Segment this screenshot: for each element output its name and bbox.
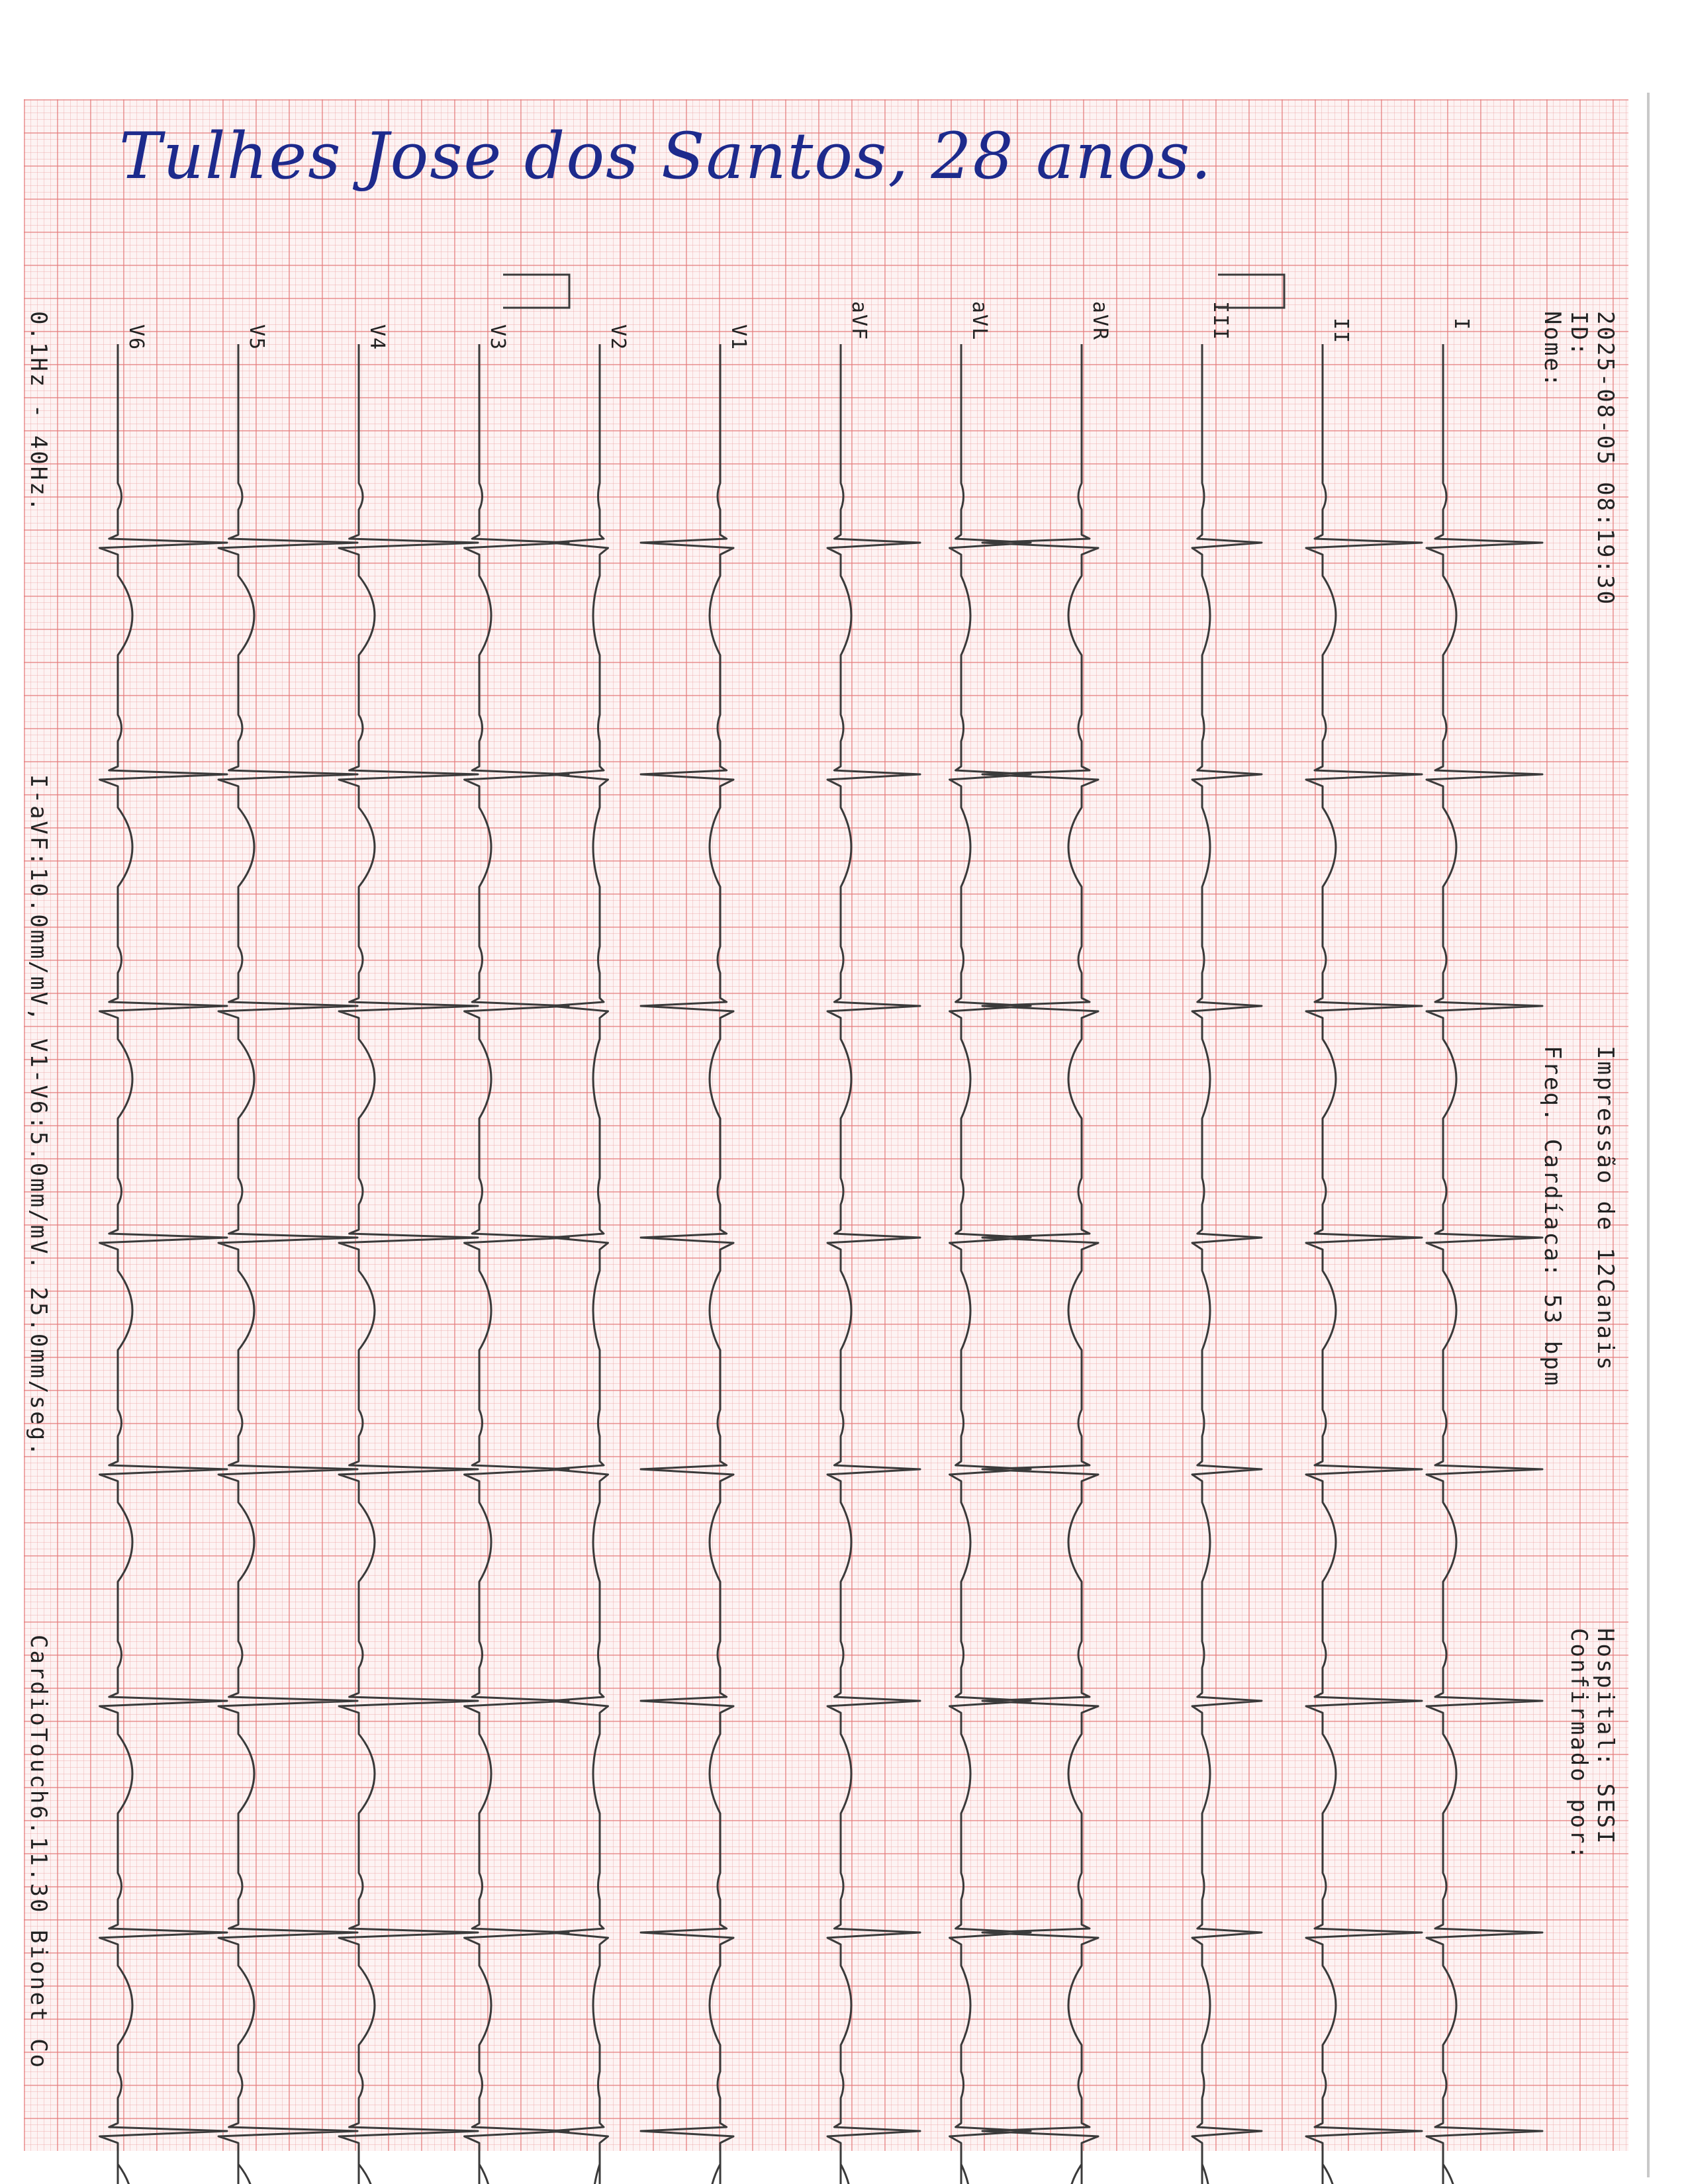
header-heart-rate: Freq. Cardíaca: 53 bpm xyxy=(1539,1046,1566,1388)
calibration-pulse-2 xyxy=(503,275,569,308)
ecg-trace-aVL xyxy=(950,344,1031,2184)
lead-label-aVF: aVF xyxy=(847,301,870,341)
header-name-label: Nome: xyxy=(1539,311,1566,389)
lead-label-aVL: aVL xyxy=(968,301,991,341)
header-confirmed-by: Confirmado por: xyxy=(1566,1628,1592,1862)
ecg-trace-V2 xyxy=(550,344,608,2184)
ecg-trace-III xyxy=(1192,344,1262,2184)
handwritten-patient-annotation: Tulhes Jose dos Santos, 28 anos. xyxy=(119,119,1213,193)
lead-label-II: II xyxy=(1329,318,1352,345)
lead-label-V6: V6 xyxy=(124,324,148,351)
ecg-trace-V3 xyxy=(465,344,569,2184)
lead-label-V2: V2 xyxy=(606,324,630,351)
ecg-trace-V4 xyxy=(339,344,478,2184)
footer-device: CardioTouch6.11.30 Bionet Co xyxy=(25,1635,52,2070)
ecg-trace-V6 xyxy=(100,344,228,2184)
lead-label-V3: V3 xyxy=(486,324,509,351)
lead-label-V5: V5 xyxy=(245,324,268,351)
footer-filter: 0.1Hz - 40Hz. xyxy=(25,311,52,514)
ecg-trace-aVF xyxy=(827,344,920,2184)
footer-gain-speed: I-aVF:10.0mm/mV, V1-V6:5.0mm/mV. 25.0mm/seg. xyxy=(25,774,52,1458)
calibration-pulse-1 xyxy=(1218,275,1284,308)
lead-label-V1: V1 xyxy=(727,324,750,351)
ecg-trace-V5 xyxy=(218,344,357,2184)
ecg-trace-V1 xyxy=(641,344,733,2184)
header-id-label: ID: xyxy=(1566,311,1592,358)
lead-label-aVR: aVR xyxy=(1088,301,1111,341)
ecg-trace-II xyxy=(1306,344,1422,2184)
lead-label-III: III xyxy=(1209,301,1232,341)
header-date-time: 2025-08-05 08:19:30 xyxy=(1592,311,1618,606)
lead-label-V4: V4 xyxy=(365,324,389,351)
header-hospital: Hospital: SESI xyxy=(1592,1628,1618,1846)
lead-label-I: I xyxy=(1450,318,1473,332)
ecg-trace-I xyxy=(1427,344,1542,2184)
ecg-trace-aVR xyxy=(982,344,1098,2184)
header-print-title: Impressão de 12Canais xyxy=(1592,1046,1618,1372)
